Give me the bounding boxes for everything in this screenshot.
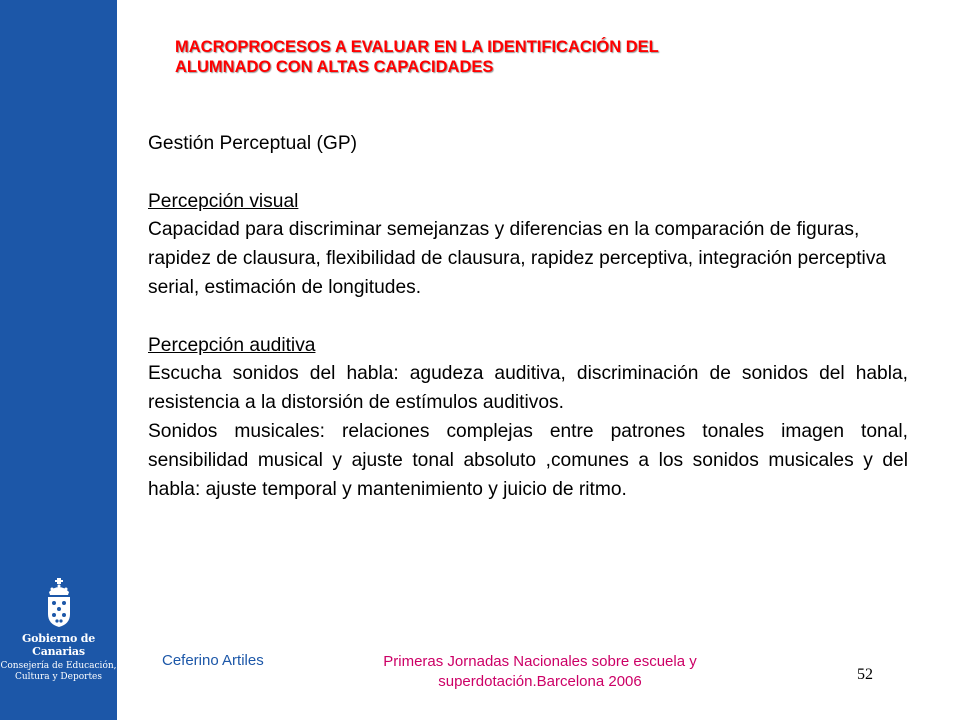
section-heading-visual: Percepción visual (148, 190, 299, 212)
slide-title-line-2: ALUMNADO CON ALTAS CAPACIDADES (175, 58, 494, 76)
spacer (148, 159, 908, 188)
org-name: Gobierno de Canarias (21, 632, 96, 658)
auditory-paragraph-speech: Escucha sonidos del habla: agudeza auditiva, discriminación de sonidos del habla, resistencia a la distorsión de estímulos auditivos. (148, 363, 908, 414)
main-heading: Gestión Perceptual (GP) (148, 133, 358, 154)
slide-title-line-1: MACROPROCESOS A EVALUAR EN LA IDENTIFICACIÓN DEL (175, 38, 659, 56)
visual-paragraph: Capacidad para discriminar semejanzas y diferencias en la comparación de figuras, rapidez de clausura, flexibilidad de clausura, rapidez perceptiva, integración perceptiva serial, estimación de longitudes. (148, 219, 887, 298)
slide-number: 52 (857, 666, 873, 683)
spacer (148, 303, 908, 332)
slide-body (148, 130, 908, 504)
section-heading-auditory: Percepción auditiva (148, 334, 316, 356)
auditory-paragraph-music: Sonidos musicales: relaciones complejas entre patrones tonales imagen tonal, sensibilidad musical y ajuste tonal absoluto ,comunes a los sonidos musicales y del habla: ajuste temporal y mantenimiento y juicio de ritmo. (148, 420, 908, 500)
dept-line-1: Consejería de Educación, (0, 661, 117, 671)
footer-event (330, 652, 750, 692)
coat-of-arms-icon (44, 578, 74, 628)
government-logo (0, 578, 117, 683)
dept-name (0, 661, 117, 683)
footer-author: Ceferino Artiles (162, 652, 264, 669)
dept-line-2: Cultura y Deportes (14, 672, 103, 682)
slide-title (175, 37, 855, 77)
sidebar-band (0, 0, 117, 720)
footer-event-line-1: Primeras Jornadas Nacionales sobre escuela y (383, 653, 697, 670)
footer-event-line-2: superdotación.Barcelona 2006 (438, 673, 642, 690)
